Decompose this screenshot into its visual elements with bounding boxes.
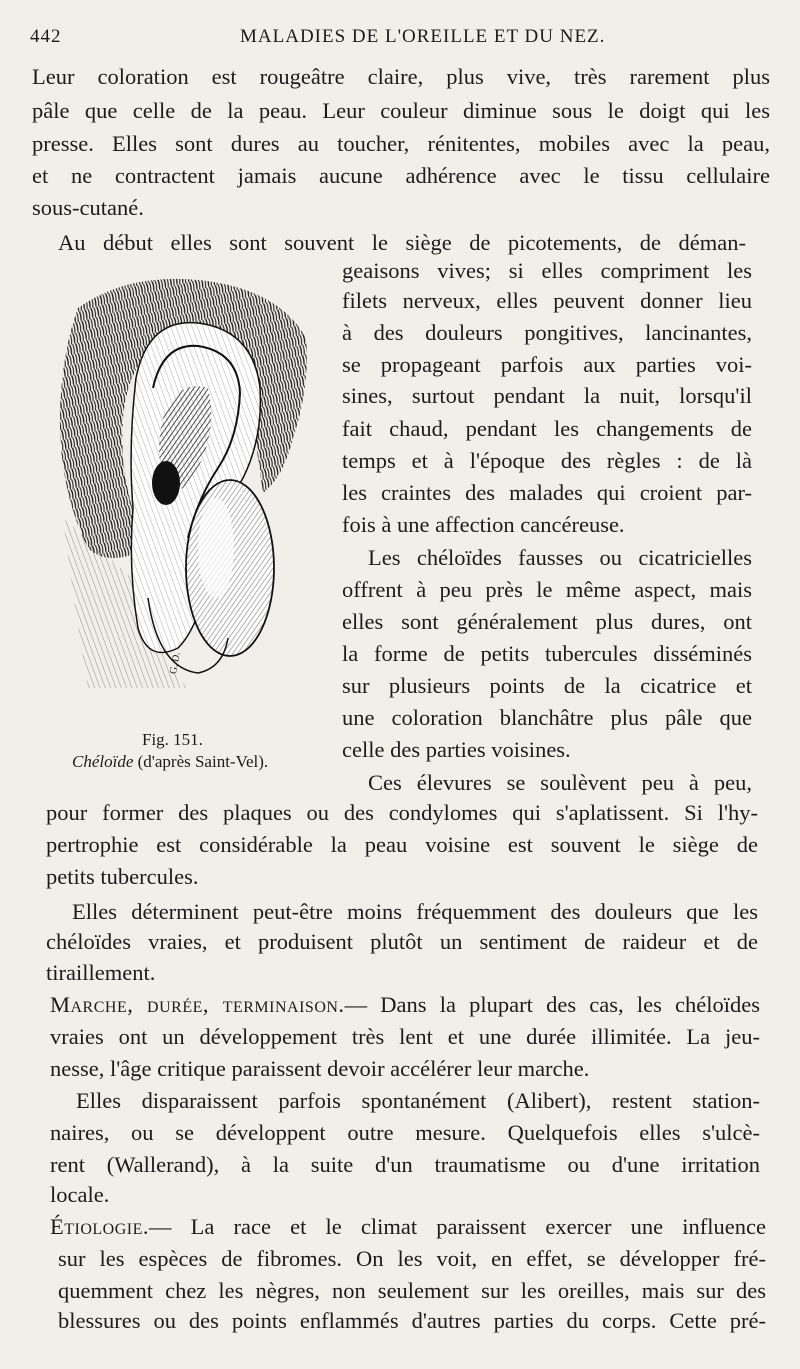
text-line: une coloration blanchâtre plus pâle que [342, 705, 752, 730]
text-line: Les chéloïdes fausses ou cicatricielles [368, 545, 752, 570]
text-line: fait chaud, pendant les changements de [342, 416, 752, 441]
figure-number: Fig. 151. [142, 730, 203, 749]
text-line: sines, surtout pendant la nuit, lorsqu'il [342, 383, 752, 408]
text-line: filets nerveux, elles peuvent donner lieu [342, 288, 752, 313]
section-paragraph [50, 1212, 766, 1242]
text-line: Leur coloration est rougeâtre claire, plus vive, très rarement plus [32, 64, 770, 89]
text-line: locale. [50, 1182, 110, 1207]
text-line: nesse, l'âge critique paraissent devoir accélérer leur marche. [50, 1056, 590, 1081]
text-line: la forme de petits tubercules disséminés [342, 641, 752, 666]
text-line: sous-cutané. [32, 195, 144, 220]
section-heading-marche: Marche, durée, terminaison. [50, 992, 345, 1017]
text-line: sur plusieurs points de la cicatrice et [342, 673, 752, 698]
text-line: blessures ou des points enflammés d'autres parties du corps. Cette pré- [58, 1308, 766, 1333]
text-line: les craintes des malades qui croient par- [342, 480, 752, 505]
text-line: geaisons vives; si elles compriment les [342, 258, 752, 283]
text-line: fois à une affection cancéreuse. [342, 512, 625, 537]
text-line: Elles déterminent peut-être moins fréquemment des douleurs que les [72, 899, 758, 924]
text-line: Elles disparaissent parfois spontanément (Alibert), restent station- [76, 1088, 760, 1113]
section-paragraph [50, 990, 760, 1020]
text-line: offrent à peu près le même aspect, mais [342, 577, 752, 602]
figure-caption-source: (d'après Saint-Vel). [133, 752, 269, 771]
text-line: Au début elles sont souvent le siège de picotements, de déman- [58, 230, 746, 255]
text-line: et ne contractent jamais aucune adhérence avec le tissu cellulaire [32, 163, 770, 188]
text-line: pâle que celle de la peau. Leur couleur diminue sous le doigt qui les [32, 98, 770, 123]
text-line: naires, ou se développent outre mesure. Quelquefois elles s'ulcè- [50, 1120, 760, 1145]
text-line: sur les espèces de fibromes. On les voit, en effet, se développer fré- [58, 1246, 766, 1271]
page-header [30, 26, 770, 56]
text-line: petits tubercules. [46, 864, 199, 889]
text-line: quemment chez les nègres, non seulement sur les oreilles, mais sur des [58, 1278, 766, 1303]
engraver-mark: G. D. [168, 651, 183, 675]
figure-caption-title: Chéloïde [72, 752, 134, 771]
ear-keloid-illustration [48, 268, 330, 713]
text-line: vraies ont un développement très lent et une durée illimitée. La jeu- [50, 1024, 760, 1049]
text-span: — La race et le climat paraissent exercer une influence [149, 1214, 766, 1239]
page-number: 442 [30, 26, 62, 47]
text-line: pertrophie est considérable la peau voisine est souvent le siège de [46, 832, 758, 857]
text-line: pour former des plaques ou des condylomes qui s'aplatissent. Si l'hy- [46, 800, 758, 825]
text-line: rent (Wallerand), à la suite d'un traumatisme ou d'une irritation [50, 1152, 760, 1177]
text-line: tiraillement. [46, 960, 156, 985]
text-line: temps et à l'époque des règles : de là [342, 448, 752, 473]
section-heading-etiologie: Étiologie. [50, 1214, 150, 1239]
text-line: chéloïdes vraies, et produisent plutôt un sentiment de raideur et de [46, 929, 758, 954]
figure-caption [72, 752, 268, 772]
text-line: se propageant parfois aux parties voi- [342, 352, 752, 377]
text-line: elles sont généralement plus dures, ont [342, 609, 752, 634]
running-title: MALADIES DE L'OREILLE ET DU NEZ. [240, 26, 606, 47]
text-span: — Dans la plupart des cas, les chéloïdes [344, 992, 760, 1017]
text-line: celle des parties voisines. [342, 737, 571, 762]
text-line: à des douleurs pongitives, lancinantes, [342, 320, 752, 345]
text-line: presse. Elles sont dures au toucher, rénitentes, mobiles avec la peau, [32, 131, 770, 156]
text-line: Ces élevures se soulèvent peu à peu, [368, 770, 752, 795]
